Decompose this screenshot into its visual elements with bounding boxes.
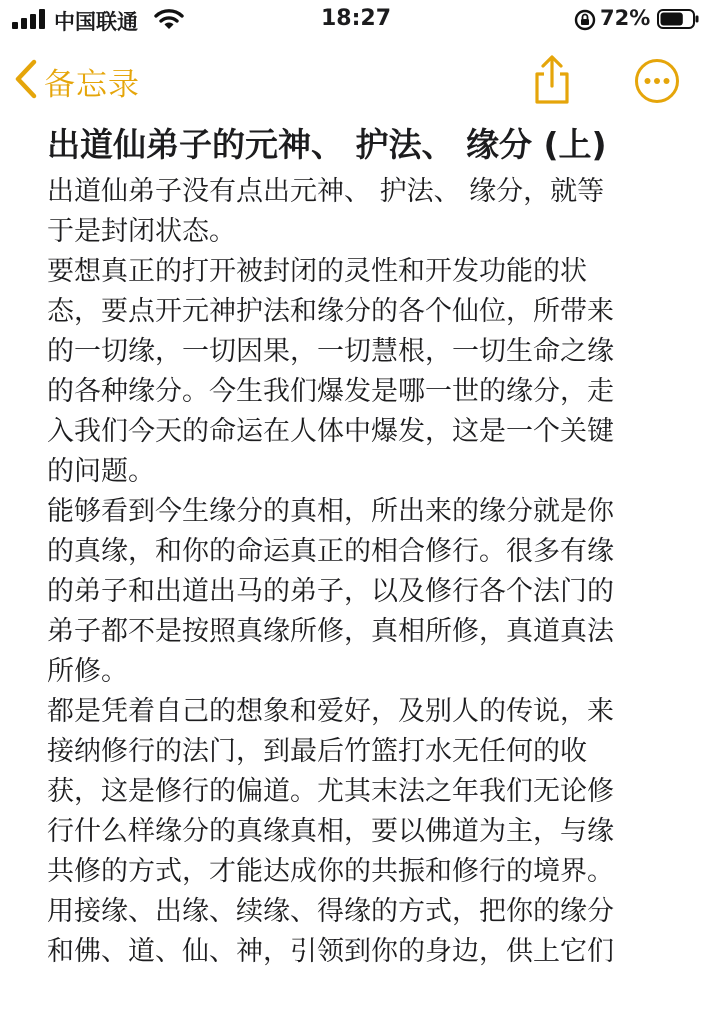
note-line: 出道仙弟子没有点出元神、 护法、 缘分，就等 [47, 176, 605, 207]
note-line: 获，这是修行的偏道。尤其末法之年我们无论修 [47, 776, 614, 807]
more-options-button[interactable] [634, 58, 680, 104]
share-button[interactable] [528, 54, 576, 108]
note-line: 的真缘，和你的命运真正的相合修行。很多有缘 [47, 536, 614, 567]
back-label: 备忘录 [44, 66, 140, 103]
clock-time: 18:27 [320, 6, 392, 31]
note-line: 共修的方式，才能达成你的共振和修行的境界。 [47, 856, 614, 887]
note-line: 弟子都不是按照真缘所修，真相所修，真道真法 [47, 616, 614, 647]
note-line: 的一切缘，一切因果，一切慧根，一切生命之缘 [47, 336, 614, 367]
rotation-lock-icon [574, 9, 596, 31]
note-line: 都是凭着自己的想象和爱好，及别人的传说，来 [47, 696, 614, 727]
note-line: 行什么样缘分的真缘真相，要以佛道为主，与缘 [47, 816, 614, 847]
note-line: 入我们今天的命运在人体中爆发，这是一个关键 [47, 416, 614, 447]
share-icon [528, 93, 576, 112]
note-line: 于是封闭状态。 [47, 216, 236, 247]
chevron-left-icon [14, 59, 38, 103]
note-line: 所修。 [47, 656, 128, 687]
note-line: 要想真正的打开被封闭的灵性和开发功能的状 [47, 256, 587, 287]
note-line: 的各种缘分。今生我们爆发是哪一世的缘分，走 [47, 376, 614, 407]
note-line: 和佛、道、仙、神，引领到你的身边，供上它们 [47, 936, 614, 967]
status-bar [0, 0, 712, 40]
note-line: 的问题。 [47, 456, 155, 487]
note-line: 能够看到今生缘分的真相，所出来的缘分就是你 [47, 496, 614, 527]
more-icon [634, 89, 680, 108]
note-body[interactable] [47, 172, 675, 972]
note-line: 用接缘、出缘、续缘、得缘的方式，把你的缘分 [47, 896, 614, 927]
note-line: 接纳修行的法门，到最后竹篮打水无任何的收 [47, 736, 587, 767]
note-line: 的弟子和出道出马的弟子，以及修行各个法门的 [47, 576, 614, 607]
navigation-bar [0, 50, 712, 112]
battery-percent: 72% [600, 6, 651, 30]
note-line: 态，要点开元神护法和缘分的各个仙位，所带来 [47, 296, 614, 327]
back-button[interactable] [14, 58, 140, 104]
note-title[interactable]: 出道仙弟子的元神、 护法、 缘分 (上) [47, 125, 607, 164]
carrier-name: 中国联通 [54, 10, 138, 34]
battery-icon [657, 9, 699, 29]
